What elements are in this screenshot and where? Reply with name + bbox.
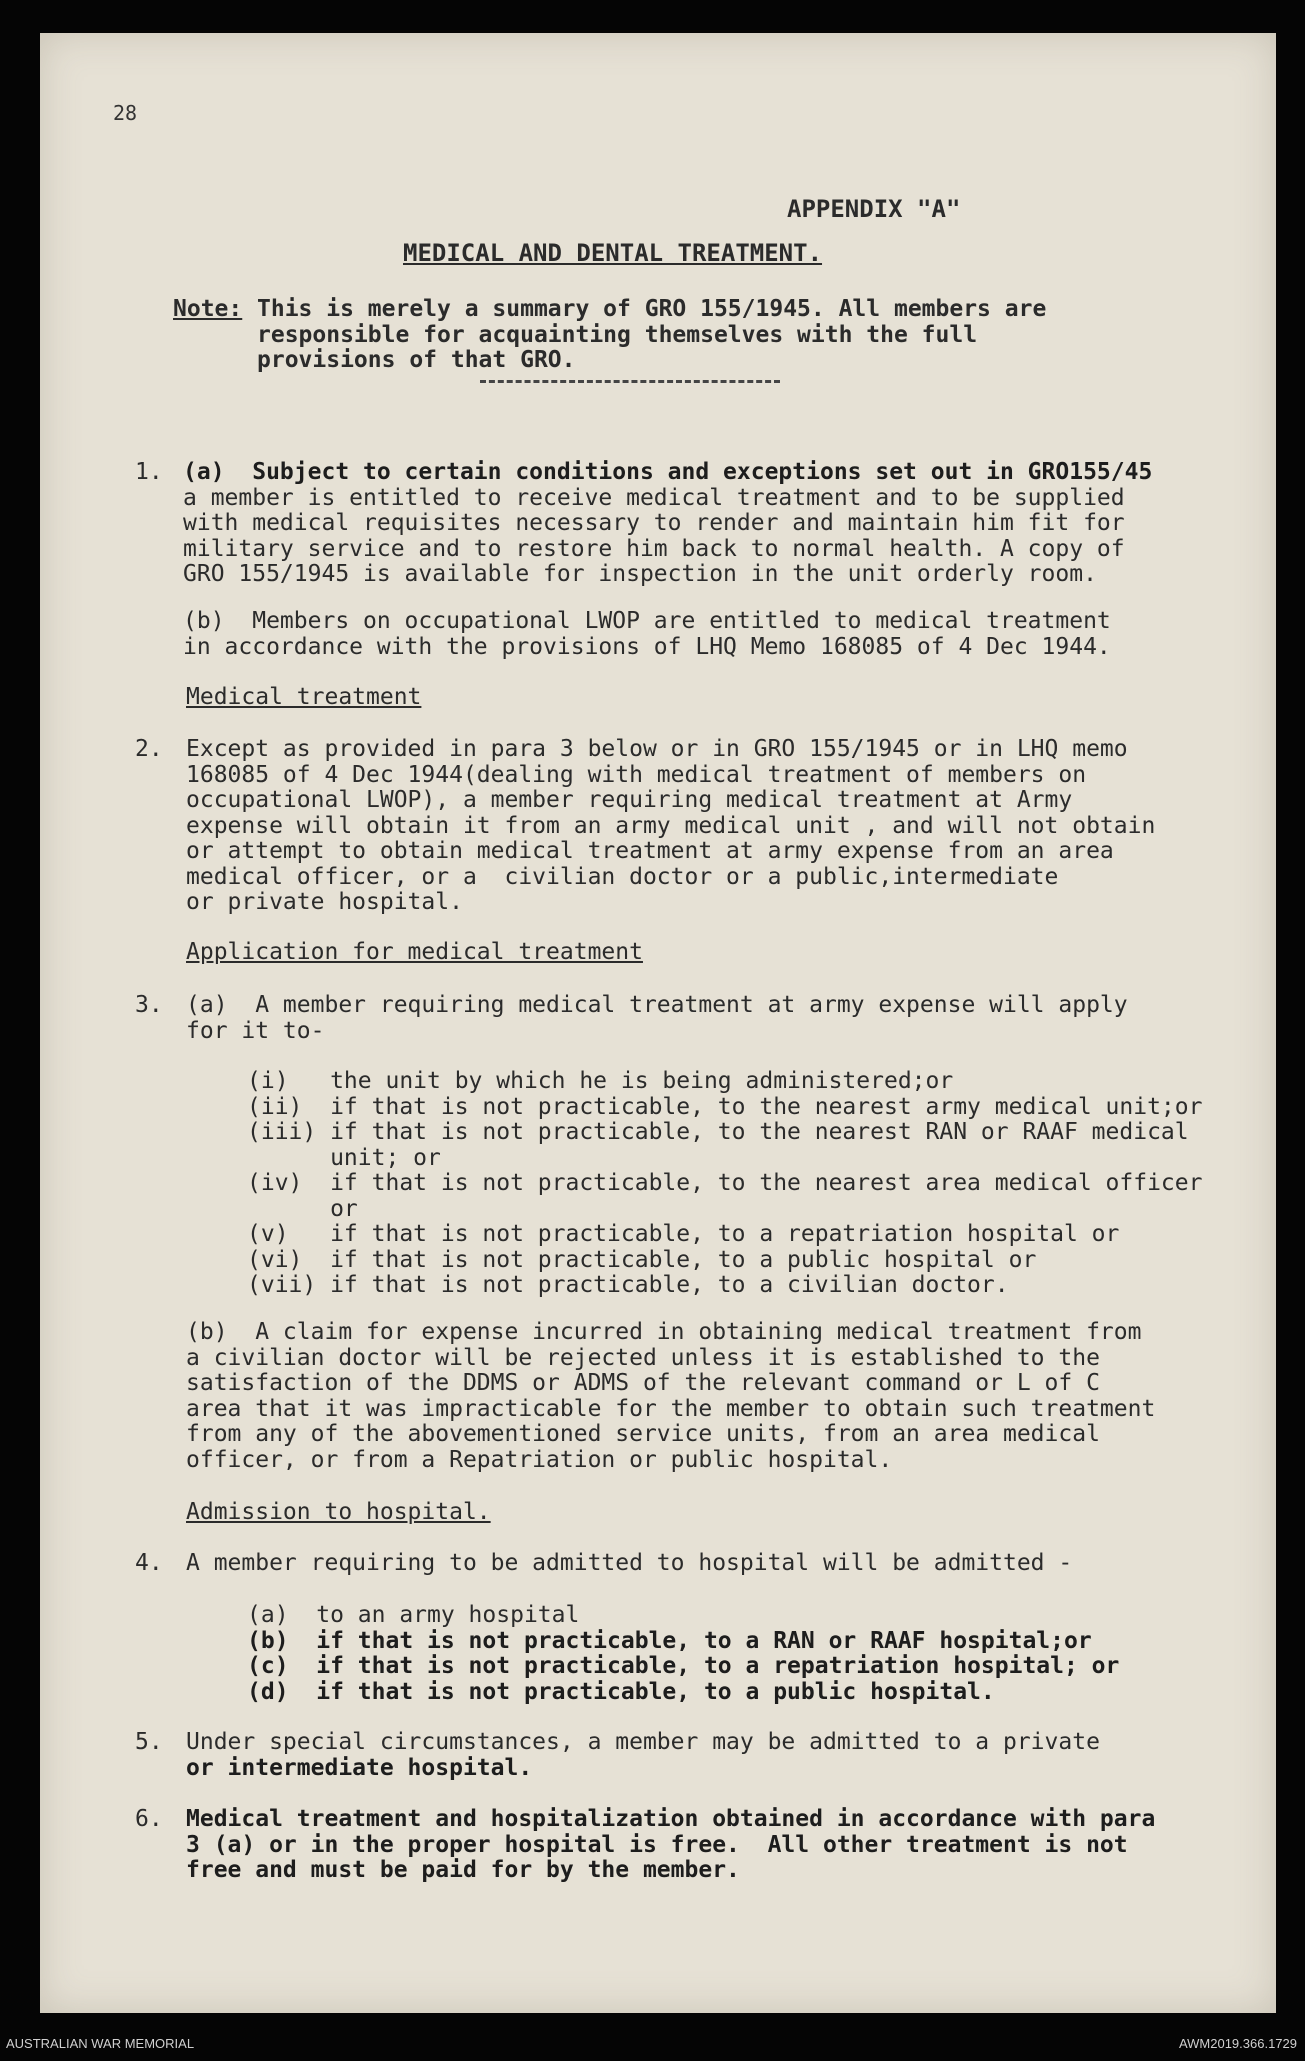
note-line: responsible for acquainting themselves with the full (257, 321, 978, 348)
para-line: (a) Subject to certain conditions and exceptions set out in GRO155/45 (183, 459, 1153, 485)
para-line: or private hospital. (186, 889, 463, 915)
list-item: (iii) if that is not practicable, to the nearest RAN or RAAF medical (247, 1119, 1189, 1145)
appendix-heading: APPENDIX "A" (787, 195, 961, 223)
list-item: (vii) if that is not practicable, to a civilian doctor. (247, 1272, 1009, 1298)
para-line: with medical requisites necessary to render and maintain him fit for (183, 510, 1125, 536)
note-line: provisions of that GRO. (257, 347, 576, 373)
para-line: Medical treatment and hospitalization obtained in accordance with para (186, 1806, 1156, 1832)
para-line: military service and to restore him back to normal health. A copy of (183, 535, 1125, 562)
paragraph-5 (186, 1730, 1100, 1781)
paragraph-3-list (247, 1069, 1202, 1299)
heading-admission: Admission to hospital. (186, 1499, 491, 1525)
heading-application: Application for medical treatment (186, 939, 643, 965)
para-number: 4. (135, 1550, 163, 1576)
para-line: a member is entitled to receive medical treatment and to be supplied (183, 484, 1125, 511)
list-item: (ii) if that is not practicable, to the nearest army medical unit;or (247, 1093, 1203, 1120)
document-page (40, 33, 1276, 2013)
para-line: or intermediate hospital. (186, 1754, 533, 1781)
divider (480, 380, 780, 383)
paragraph-4 (186, 1551, 1072, 1577)
para-line: in accordance with the provisions of LHQ Memo 168085 of 4 Dec 1944. (183, 633, 1111, 660)
para-line: Under special circumstances, a member may be admitted to a private (186, 1729, 1100, 1755)
paragraph-2 (186, 737, 1155, 916)
paragraph-1b (183, 609, 1111, 660)
list-item: (iv) if that is not practicable, to the nearest area medical officer (247, 1170, 1203, 1196)
document-title: MEDICAL AND DENTAL TREATMENT. (403, 239, 823, 267)
note-text (257, 297, 1157, 374)
list-item: unit; or (247, 1144, 441, 1171)
para-line: from any of the abovementioned service units, from an area medical (186, 1421, 1100, 1447)
para-number: 5. (135, 1729, 163, 1755)
paragraph-3b (186, 1320, 1155, 1473)
list-item: (vi) if that is not practicable, to a public hospital or (247, 1246, 1037, 1273)
list-item: (a) to an army hospital (247, 1602, 580, 1628)
para-line: Except as provided in para 3 below or in GRO 155/1945 or in LHQ memo (186, 736, 1128, 762)
para-line: for it to- (186, 1017, 325, 1044)
heading-medical-treatment: Medical treatment (186, 684, 422, 710)
note-label: Note: (173, 296, 243, 322)
para-line: 3 (a) or in the proper hospital is free. All other treatment is not (186, 1831, 1128, 1858)
para-line: expense will obtain it from an army medical unit , and will not obtain (186, 812, 1156, 839)
para-line: area that it was impracticable for the member to obtain such treatment (186, 1395, 1156, 1422)
para-line: free and must be paid for by the member. (186, 1857, 740, 1883)
footer-accession-number: AWM2019.366.1729 (1178, 2036, 1297, 2051)
list-item: (c) if that is not practicable, to a repatriation hospital; or (247, 1653, 1120, 1679)
para-number: 2. (135, 736, 163, 762)
para-line: officer, or from a Repatriation or public hospital. (186, 1446, 893, 1473)
page-mark: 28 (113, 101, 138, 125)
para-line: (b) Members on occupational LWOP are entitled to medical treatment (183, 608, 1111, 634)
para-line: (a) A member requiring medical treatment at army expense will apply (186, 992, 1128, 1018)
para-line: or attempt to obtain medical treatment at army expense from an area (186, 838, 1114, 864)
list-item: (i) the unit by which he is being administered;or (247, 1068, 954, 1094)
para-line: A member requiring to be admitted to hospital will be admitted - (186, 1550, 1073, 1576)
para-line: GRO 155/1945 is available for inspection in the unit orderly room. (183, 561, 1097, 587)
para-line: satisfaction of the DDMS or ADMS of the relevant command or L of C (186, 1370, 1100, 1396)
para-line: (b) A claim for expense incurred in obtaining medical treatment from (186, 1319, 1142, 1345)
para-number: 1. (135, 459, 163, 485)
para-line: occupational LWOP), a member requiring medical treatment at Army (186, 787, 1073, 813)
list-item: (v) if that is not practicable, to a repatriation hospital or (247, 1221, 1120, 1247)
paragraph-1a (183, 460, 1152, 588)
list-item: or (247, 1195, 358, 1222)
note-line: This is merely a summary of GRO 155/1945. All members are (257, 296, 1047, 322)
list-item: (b) if that is not practicable, to a RAN or RAAF hospital;or (247, 1627, 1092, 1654)
para-number: 3. (135, 992, 163, 1018)
para-line: 168085 of 4 Dec 1944(dealing with medical treatment of members on (186, 761, 1087, 788)
list-item: (d) if that is not practicable, to a public hospital. (247, 1678, 995, 1705)
paragraph-6 (186, 1807, 1155, 1884)
para-number: 6. (135, 1806, 163, 1832)
footer-source: AUSTRALIAN WAR MEMORIAL (6, 2036, 195, 2051)
paragraph-4-list (247, 1603, 1119, 1705)
para-line: a civilian doctor will be rejected unless it is established to the (186, 1344, 1100, 1371)
paragraph-3a (186, 993, 1128, 1044)
typed-document (40, 33, 1276, 2013)
para-line: medical officer, or a civilian doctor or a public,intermediate (186, 863, 1059, 890)
